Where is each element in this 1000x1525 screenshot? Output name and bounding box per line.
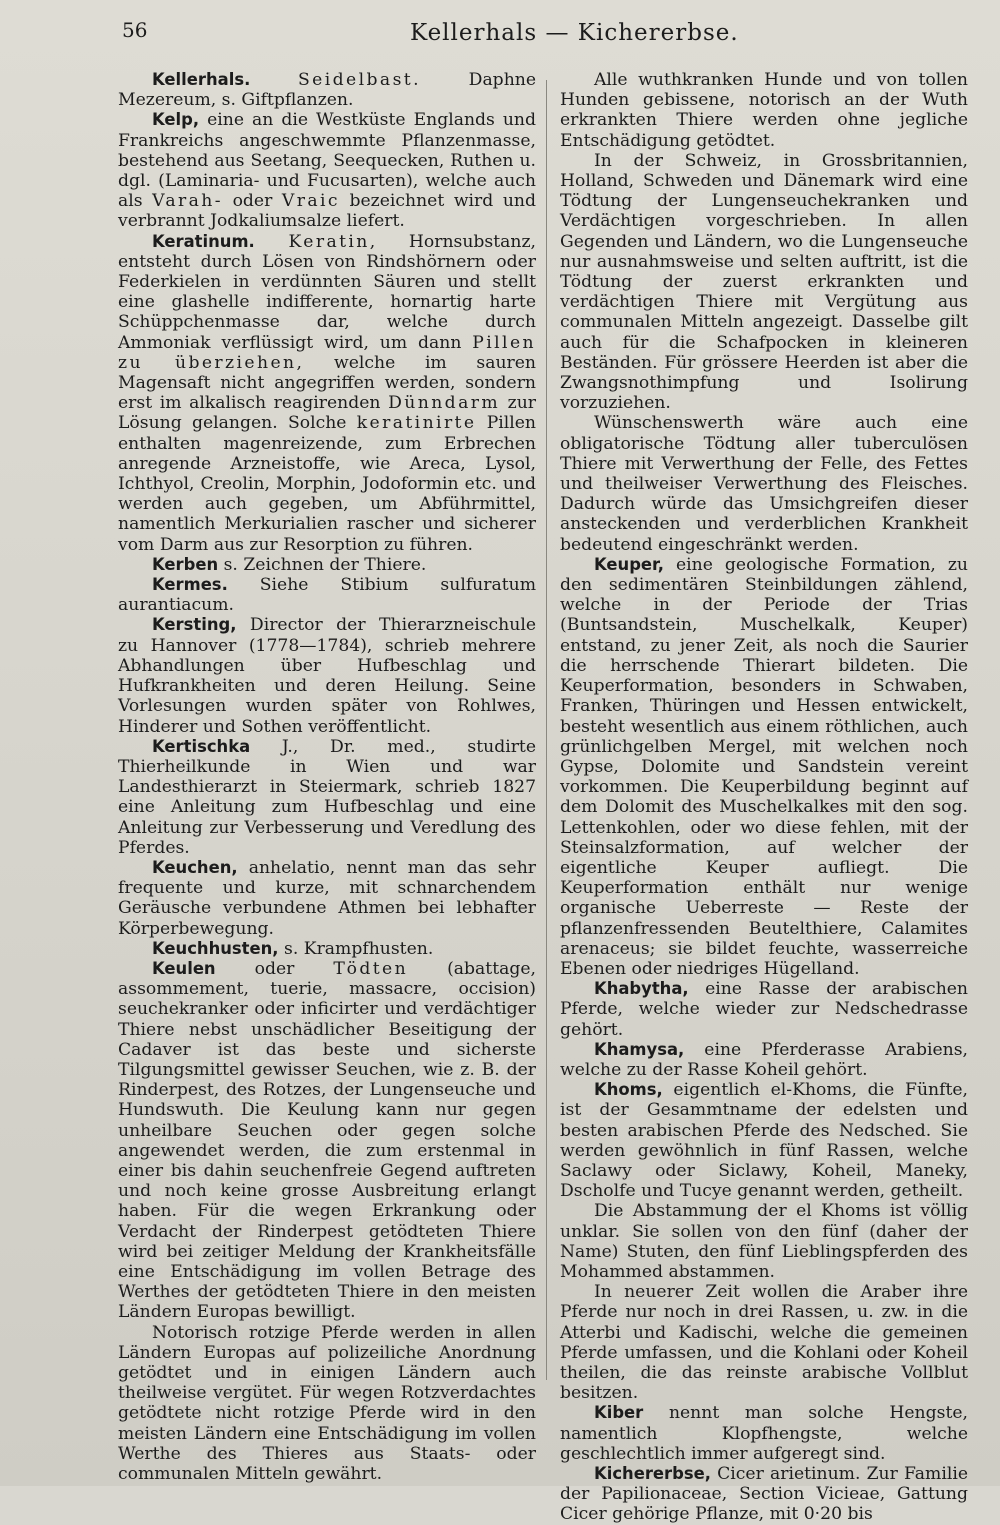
headword: Kellerhals. <box>152 70 251 89</box>
entry-kermes <box>118 575 536 615</box>
entry-text: anhelatio, nennt man das sehr frequente und kurze, mit schnarchendem Geräusche verbundene Athmen bei lebhafter Körperbewegung. <box>118 857 536 939</box>
entry-kerben <box>118 555 536 575</box>
headword: Kelp, <box>152 110 200 130</box>
entry-keulen <box>118 959 536 1323</box>
entry-kertischka <box>118 737 536 858</box>
headword: Keratinum. <box>152 231 255 251</box>
headword: Keuchhusten, <box>152 938 279 958</box>
spaced-term: keratinirte <box>356 413 477 434</box>
paragraph-notorisch: Notorisch rotzige Pferde werden in allen Ländern Europas auf polizeiliche Anordnung getödtet und in einigen Ländern auch theilweise vergütet. Für wegen Rotzverdachtes getödtete nicht rotzige Pferde wird in den meisten Ländern eine Entschädigung im vollen Werthe des Thieres aus Staats- oder communalen Mitteln gewährt. <box>118 1322 536 1485</box>
headword: Kermes. <box>152 575 228 595</box>
headword: Khabytha, <box>594 979 689 999</box>
paragraph-neuerer: In neuerer Zeit wollen die Araber ihre Pferde nur noch in drei Rassen, u. zw. in die Atterbi und Kadischi, welche die gemeinen Pferde umfassen, und die Kohlani oder Koheil theilen, die das reinste arabische Vollblut besitzen. <box>560 1282 968 1404</box>
spaced-term: Tödten <box>333 958 409 979</box>
paragraph-wuth: Alle wuthkranken Hunde und von tollen Hunden gebissene, notorisch an der Wuth erkrankten Thiere werden ohne jegliche Entschädigung getödtet. <box>560 70 968 151</box>
spaced-term: Vraic <box>281 191 340 212</box>
entry-text: s. Zeichnen der Thiere. <box>218 554 427 575</box>
entry-text: (abattage, assommement, tuerie, massacre, occision) seuchekranker oder inficirter und verdächtiger Thiere nebst unschädlicher Beseitigung der Cadaver ist das beste und sicherste Tilgungsmittel gewisser Seuchen, wie z. B. der Rinderpest, des Rotzes, der Lungenseuche und Hundswuth. Die Keulung kann nur gegen unheilbare Seuchen oder gegen solche angewendet werden, die zum erstenmal in einer bis dahin seuchenfreie Gegend auftreten und noch keine grosse Ausbreitung erlangt haben. Für die wegen Erkrankung oder Verdacht der Rinderpest getödteten Thiere wird bei zeitiger Meldung der Krankheitsfälle eine Entschädigung im vollen Betrage des Werthes der getödteten Thiere in den meisten Ländern Europas bewilligt. <box>118 958 536 1323</box>
spaced-term: Varah- <box>152 191 223 212</box>
entry-text: Siehe Stibium sulfuratum aurantiacum. <box>118 575 536 616</box>
entry-text: welche im sauren Magensaft nicht angegriffen werden, sondern erst im alkalisch reagirenden <box>118 352 536 414</box>
entry-text: oder <box>215 958 334 979</box>
headword: Khamysa, <box>594 1039 685 1059</box>
headword: Keuchen, <box>152 857 238 877</box>
paragraph-abstammung: Die Abstammung der el Khoms ist völlig unklar. Sie sollen von den fünf (daher der Name) Stuten, den fünf Lieblingspferden des Mohammed abstammen. <box>560 1201 968 1282</box>
entry-text: oder <box>222 191 282 212</box>
entry-text: s. Krampfhusten. <box>278 938 434 959</box>
entry-text: bezeichnet wird und verbrannt Jodkaliumsalze liefert. <box>118 191 536 232</box>
spaced-term: Pillen zu überziehen, <box>118 332 536 373</box>
headword: Kersting, <box>152 615 237 635</box>
entry-text: eine geologische Formation, zu den sedimentären Steinbildungen zählend, welche in der Periode der Trias (Buntsandstein, Muschelkalk, Keuper) entstand, zu jener Zeit, als noch die Saurier die herrschende Thierart bildeten. Die Keuperformation, besonders in Schwaben, Franken, Thüringen und Hessen entwickelt, besteht wesentlich aus einem röthlichen, auch grünlichgelben Mergel, mit welchen noch Gypse, Dolomite und Sandstein vereint vorkommen. Die Keuperbildung beginnt auf dem Dolomit des Muschelkalkes mit den sog. Lettenkohlen, oder wo diese fehlen, mit der Steinsalzformation, auf welcher der eigentliche Keuper aufliegt. Die Keuperformation enthält nur wenige organische Ueberreste — Reste der pflanzenfressenden Beutelthiere, Calamites arenaceus; sie bildet feuchte, wasserreiche Ebenen oder niedriges Hügelland. <box>560 554 968 979</box>
entry-text: eigentlich el-Khoms, die Fünfte, ist der Gesammtname der edelsten und besten arabischen Pferde des Nedsched. Sie werden gewöhnlich in fünf Rassen, welche Saclawy oder Siclawy, Koheil, Maneky, Dscholfe und Tucye genannt werden, getheilt. <box>560 1080 968 1202</box>
paragraph-schweiz: In der Schweiz, in Grossbritannien, Holland, Schweden und Dänemark wird eine Tödtung der Lungenseuchekranken und Verdächtigen vorgeschrieben. In allen Gegenden und Ländern, wo die Lungenseuche nur ausnahmsweise und selten auftritt, ist die Tödtung der zuerst erkrankten und verdächtigen Thiere mit Vergütung aus communalen Mitteln angezeigt. Dasselbe gilt auch für die Schafpocken in kleineren Beständen. Für grössere Heerden ist aber die Zwangsnothimpfung und Isolirung vorzuziehen. <box>560 150 968 414</box>
headword: Keulen <box>152 958 216 978</box>
entry-khoms <box>560 1080 968 1201</box>
entry-text: Cicer arietinum. Zur Familie der Papilionaceae, Section Vicieae, Gattung Cicer gehörige Pflanze, mit 0·20 bis <box>560 1464 968 1525</box>
headword: Keuper, <box>594 554 664 574</box>
entry-khamysa <box>560 1040 968 1080</box>
entry-kelp <box>118 110 536 231</box>
entry-text: Director der Thierarzneischule zu Hannover (1778—1784), schrieb mehrere Abhandlungen über Hufbeschlag und Hufkrankheiten und deren Heilung. Seine Vorlesungen wurden später von Rohlwes, Hinderer und Sothen veröffentlicht. <box>118 615 536 737</box>
entry-text: Pillen enthalten magenreizende, zum Erbrechen anregende Arzneistoffe, wie Areca, Lysol, Ichthyol, Creolin, Morphin, Jodoformin etc. und werden auch gegeben, um Abführmittel, namentlich Merkurialien rascher und sicherer vom Darm aus zur Resorption zu führen. <box>118 413 537 555</box>
page-number: 56 <box>122 18 148 42</box>
entry-keuchhusten <box>118 939 536 959</box>
entry-kichererbse <box>560 1464 968 1525</box>
entry-text: Hornsubstanz, entsteht durch Lösen von Rindshörnern oder Federkielen in verdünnten Säuren und stellt eine glashelle indifferente, hornartig harte Schüppchenmasse dar, welche durch Ammoniak verflüssigt wird, um dann <box>118 231 536 353</box>
entry-text: eine an die Westküste Englands und Frankreichs angeschwemmte Pflanzenmasse, bestehend aus Seetang, Seequecken, Ruthen u. dgl. (Laminaria- und Fucusarten), welche auch als <box>118 110 536 212</box>
right-column <box>560 70 968 1525</box>
entry-text: J., Dr. med., studirte Thierheilkunde in Wien und war Landesthierarzt in Steiermark, schrieb 1827 eine Anleitung zum Hufbeschlag und eine Anleitung zur Verbesserung und Veredlung des Pferdes. <box>118 736 536 858</box>
spaced-term: Seidelbast. <box>298 70 421 90</box>
spaced-term: Keratin, <box>254 231 378 252</box>
headword: Kerben <box>152 554 219 574</box>
headword: Kichererbse, <box>594 1464 711 1484</box>
running-title: Kellerhals — Kichererbse. <box>410 20 739 46</box>
entry-keuchen <box>118 858 536 939</box>
left-column <box>118 70 536 1484</box>
column-divider <box>546 80 547 1380</box>
entry-text: zur Lösung gelangen. Solche <box>118 393 536 434</box>
entry-text: Daphne Mezereum, s. Giftpflanzen. <box>118 70 536 111</box>
paragraph-wuenschenswerth: Wünschenswerth wäre auch eine obligatorische Tödtung aller tuberculösen Thiere mit Verwerthung der Felle, des Fettes und theilweiser Verwerthung des Fleisches. Dadurch würde das Umsichgreifen dieser ansteckenden und verderblichen Krankheit bedeutend eingeschränkt werden. <box>560 413 968 555</box>
entry-text: nennt man solche Hengste, namentlich Klopfhengste, welche geschlechtlich immer aufgeregt sind. <box>560 1403 968 1464</box>
headword: Khoms, <box>594 1080 663 1100</box>
entry-khabytha <box>560 979 968 1040</box>
page-header <box>0 18 1000 58</box>
entry-text: eine Pferderasse Arabiens, welche zu der Rasse Koheil gehört. <box>560 1039 968 1080</box>
entry-kiber <box>560 1403 968 1464</box>
spaced-term: Dünndarm <box>388 393 501 414</box>
headword: Kertischka <box>152 736 251 756</box>
entry-keratinum <box>118 232 536 555</box>
entry-keuper <box>560 555 968 979</box>
entry-kersting <box>118 615 536 736</box>
headword: Kiber <box>594 1403 644 1423</box>
entry-kellerhals <box>118 70 536 110</box>
entry-text: eine Rasse der arabischen Pferde, welche wieder zur Nedschedrasse gehört. <box>560 979 968 1040</box>
